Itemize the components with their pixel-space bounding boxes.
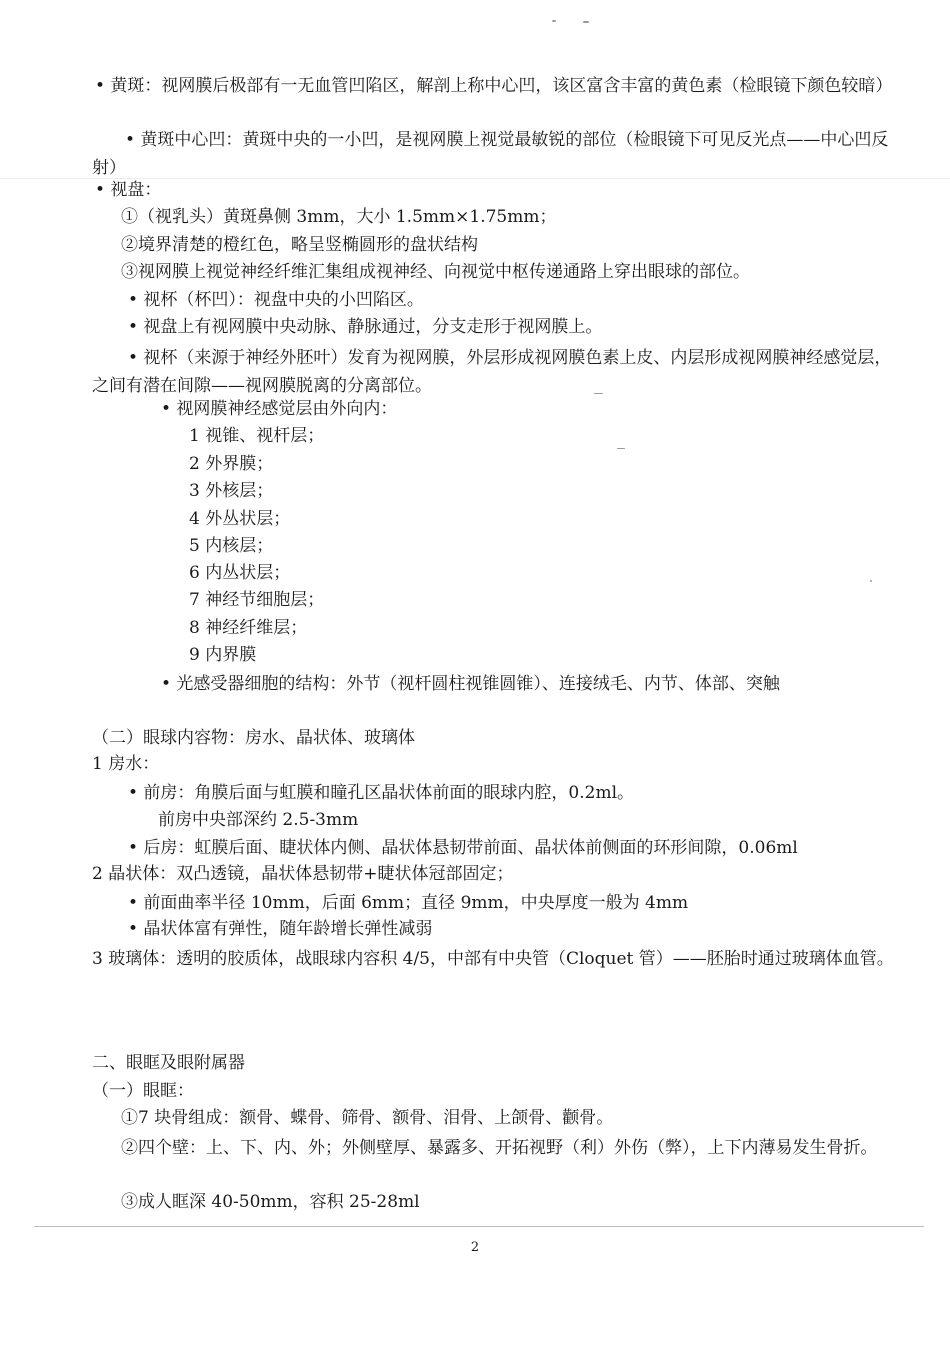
- layer-item: 1 视锥、视杆层；: [189, 426, 325, 446]
- text-line-optic-cup: • 视杯（杯凹）：视盘中央的小凹陷区。: [128, 290, 424, 310]
- text-line-lens-curvature: • 前面曲率半径 10mm，后面 6mm；直径 9mm，中央厚度一般为 4mm: [128, 893, 689, 913]
- section-heading-contents: （二）眼球内容物：房水、晶状体、玻璃体: [92, 728, 415, 748]
- text-line-disc-3: ③视网膜上视觉神经纤维汇集组成视神经、向视觉中枢传递通路上穿出眼球的部位。: [121, 262, 750, 282]
- text-line-disc-2: ②境界清楚的橙红色，略呈竖椭圆形的盘状结构: [121, 235, 478, 255]
- scan-speck: [552, 20, 556, 22]
- scan-speck: [594, 393, 603, 394]
- layer-item: 5 内核层；: [189, 536, 274, 556]
- section-heading-orbit-adnexa: 二、眼眶及眼附属器: [92, 1053, 245, 1073]
- text-line-vitreous: 3 玻璃体：透明的胶质体，战眼球内容积 4/5，中部有中央管（Cloquet 管）——胚胎时通过玻璃体血管。: [92, 949, 894, 969]
- text-line-cup-development: • 视杯（来源于神经外胚叶）发育为视网膜，外层形成视网膜色素上皮、内层形成视网膜神经感觉层，之间有潜在间隙——视网膜脱离的分离部位。: [92, 348, 892, 396]
- layer-item: 9 内界膜: [189, 645, 257, 665]
- footer-rule: [34, 1226, 924, 1227]
- text-line-layers-heading: • 视网膜神经感觉层由外向内：: [161, 399, 398, 419]
- layer-item: 4 外丛状层；: [189, 509, 291, 529]
- text-line-disc-1: ①（视乳头）黄斑鼻侧 3mm，大小 1.5mm×1.75mm；: [121, 207, 557, 227]
- layer-item: 3 外核层；: [189, 481, 274, 501]
- text-line-central-vessels: • 视盘上有视网膜中央动脉、静脉通过，分支走形于视网膜上。: [128, 317, 603, 337]
- text-line-fovea: • 黄斑中心凹：黄斑中央的一小凹，是视网膜上视觉最敏锐的部位（检眼镜下可见反光点——中心凹反射）: [92, 130, 889, 178]
- text-line-optic-disc: • 视盘：: [95, 180, 162, 200]
- text-line-orbit-bones: ①7 块骨组成：额骨、蝶骨、筛骨、额骨、泪骨、上颌骨、颧骨。: [121, 1108, 614, 1128]
- text-line-chamber-depth: 前房中央部深约 2.5-3mm: [158, 810, 359, 830]
- scan-speck: [617, 448, 625, 449]
- scan-speck: [583, 21, 589, 23]
- layer-item: 7 神经节细胞层；: [189, 590, 325, 610]
- text-line-posterior-chamber: • 后房：虹膜后面、睫状体内侧、晶状体悬韧带前面、晶状体前侧面的环形间隙，0.06ml: [128, 838, 798, 858]
- layer-item: 2 外界膜；: [189, 454, 274, 474]
- text-line-orbit-walls: ②四个壁：上、下、内、外；外侧壁厚、暴露多、开拓视野（利）外伤（弊），上下内薄易发生骨折。: [121, 1138, 878, 1158]
- layer-item: 6 内丛状层；: [189, 563, 291, 583]
- text-line-orbit: （一）眼眶：: [92, 1081, 194, 1101]
- page-number: 2: [470, 1240, 480, 1255]
- text-line-photoreceptor: • 光感受器细胞的结构：外节（视杆圆柱视锥圆锥）、连接绒毛、内节、体部、突触: [161, 674, 780, 694]
- text-line-macula: • 黄斑：视网膜后极部有一无血管凹陷区，解剖上称中心凹，该区富含丰富的黄色素（检眼镜下颜色较暗）: [95, 76, 893, 96]
- text-line-orbit-depth: ③成人眶深 40-50mm，容积 25-28ml: [121, 1192, 420, 1212]
- text-line-anterior-chamber: • 前房：角膜后面与虹膜和瞳孔区晶状体前面的眼球内腔，0.2ml。: [128, 783, 635, 803]
- text-line-lens-elasticity: • 晶状体富有弹性，随年龄增长弹性减弱: [128, 919, 433, 939]
- text-line-aqueous: 1 房水：: [92, 754, 160, 774]
- text-line-lens: 2 晶状体：双凸透镜，晶状体悬韧带+睫状体冠部固定；: [92, 864, 514, 884]
- scan-speck: [870, 580, 872, 582]
- layer-item: 8 神经纤维层；: [189, 618, 308, 638]
